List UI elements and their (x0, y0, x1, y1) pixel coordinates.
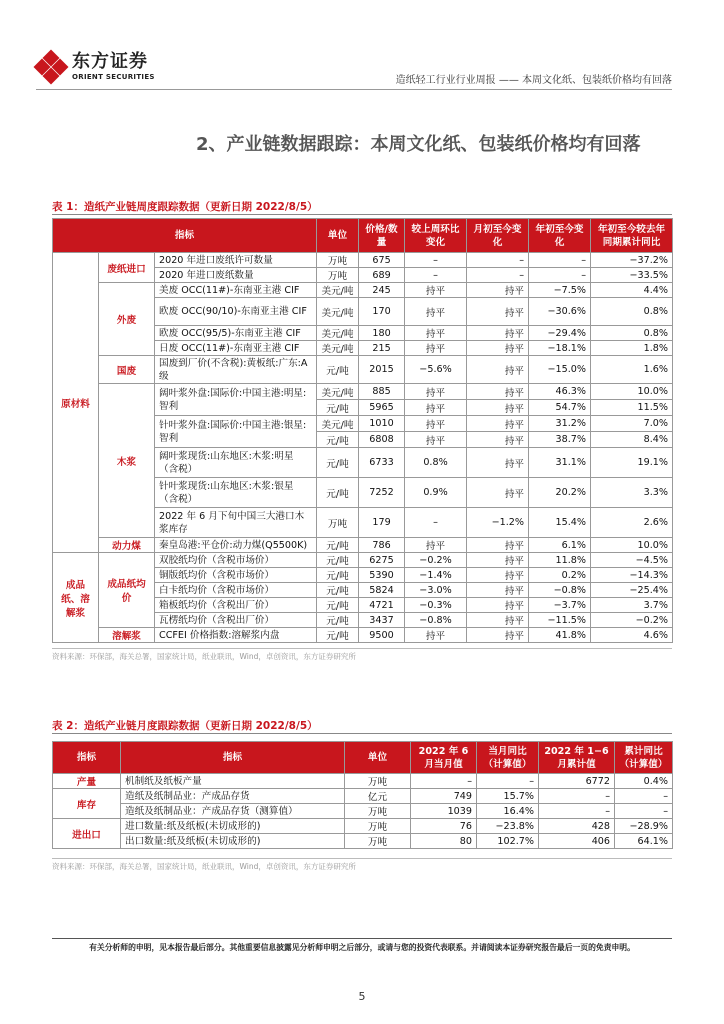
cell-month-value: 76 (411, 819, 477, 834)
row-label: 阔叶浆外盘:国际价:中国主港:明星:智利 (155, 384, 317, 416)
cell-wow: 0.9% (405, 478, 467, 508)
table-row (53, 356, 673, 384)
table-row (53, 628, 673, 643)
header-mtd: 月初至今变化 (467, 219, 529, 253)
cell-mtd: – (467, 253, 529, 268)
group-dissolving-pulp: 溶解浆 (99, 628, 155, 643)
table2-source-divider (52, 858, 672, 859)
cell-unit: 元/吨 (317, 553, 359, 568)
header-month-value: 2022 年 6 月当月值 (411, 742, 477, 774)
cell-wow: – (405, 268, 467, 283)
logo-mark-icon (36, 52, 66, 82)
cell-wow: – (405, 253, 467, 268)
cell-ytd-yoy: 2.6% (591, 508, 673, 538)
cell-ytd: −7.5% (529, 283, 591, 298)
cell-mtd: 持平 (467, 628, 529, 643)
row-label: 瓦楞纸均价（含税出厂价） (155, 613, 317, 628)
table2-caption: 表 2：造纸产业链月度跟踪数据（更新日期 2022/8/5） (52, 720, 318, 732)
cell-ytd-yoy: −4.5% (591, 553, 673, 568)
cell-value: 885 (359, 384, 405, 400)
cell-unit: 元/吨 (317, 356, 359, 384)
cell-month-value: 749 (411, 789, 477, 804)
header-category: 指标 (53, 742, 121, 774)
cell-value: 6808 (359, 432, 405, 448)
cell-wow: 持平 (405, 341, 467, 356)
cell-ytd: −11.5% (529, 613, 591, 628)
group-domestic-waste: 国废 (99, 356, 155, 384)
cell-ytd: 31.1% (529, 448, 591, 478)
cell-mtd: 持平 (467, 283, 529, 298)
cell-ytd-yoy: 19.1% (591, 448, 673, 478)
header-divider (36, 89, 672, 90)
cell-value: 6733 (359, 448, 405, 478)
row-label: 日废 OCC(11#)-东南亚主港 CIF (155, 341, 317, 356)
header-ytd-yoy: 年初至今较去年同期累计同比 (591, 219, 673, 253)
row-label: 出口数量:纸及纸板(未切成形的) (121, 834, 345, 849)
cell-ytd: – (529, 268, 591, 283)
row-label: CCFEI 价格指数:溶解浆内盘 (155, 628, 317, 643)
cell-wow: −5.6% (405, 356, 467, 384)
cell-cumulative-value: 6772 (539, 774, 615, 789)
cell-ytd-yoy: 4.6% (591, 628, 673, 643)
cell-value: 786 (359, 538, 405, 553)
cell-mtd: 持平 (467, 298, 529, 326)
cell-cumulative-value: – (539, 789, 615, 804)
cell-wow: 持平 (405, 283, 467, 298)
row-label: 欧废 OCC(90/10)-东南亚主港 CIF (155, 298, 317, 326)
row-label: 2022 年 6 月下旬中国三大港口木浆库存 (155, 508, 317, 538)
table1-caption: 表 1：造纸产业链周度跟踪数据（更新日期 2022/8/5） (52, 201, 318, 213)
header-wow: 较上周环比变化 (405, 219, 467, 253)
cell-value: 170 (359, 298, 405, 326)
cell-ytd: −15.0% (529, 356, 591, 384)
table-header-row (53, 219, 673, 253)
row-label: 阔叶浆现货:山东地区:木浆:明星（含税） (155, 448, 317, 478)
cell-unit: 万吨 (345, 804, 411, 819)
group-wood-pulp: 木浆 (99, 384, 155, 538)
table-row (53, 834, 673, 849)
cell-ytd: −18.1% (529, 341, 591, 356)
cell-value: 215 (359, 341, 405, 356)
table2-caption-divider (52, 733, 672, 734)
cell-unit: 万吨 (317, 268, 359, 283)
row-label: 美废 OCC(11#)-东南亚主港 CIF (155, 283, 317, 298)
header-unit: 单位 (317, 219, 359, 253)
cell-wow: −0.2% (405, 553, 467, 568)
cell-ytd: 15.4% (529, 508, 591, 538)
cell-ytd: −3.7% (529, 598, 591, 613)
cell-unit: 亿元 (345, 789, 411, 804)
logo-name-cn: 东方证券 (72, 51, 148, 72)
cell-unit: 万吨 (345, 819, 411, 834)
cell-cumulative-value: 428 (539, 819, 615, 834)
group-finished-paper: 成品纸、溶解浆 (53, 553, 99, 643)
cell-ytd: −0.8% (529, 583, 591, 598)
cell-mtd: 持平 (467, 341, 529, 356)
header-ytd: 年初至今变化 (529, 219, 591, 253)
cell-value: 675 (359, 253, 405, 268)
header-indicator: 指标 (121, 742, 345, 774)
table-row (53, 283, 673, 298)
cell-value: 5824 (359, 583, 405, 598)
cell-ytd: 0.2% (529, 568, 591, 583)
cell-ytd: 41.8% (529, 628, 591, 643)
cell-mtd: 持平 (467, 613, 529, 628)
cell-mtd: 持平 (467, 478, 529, 508)
cell-month-yoy: 16.4% (477, 804, 539, 819)
cell-mtd: 持平 (467, 384, 529, 400)
cell-wow: 持平 (405, 384, 467, 400)
cell-ytd-yoy: 0.8% (591, 298, 673, 326)
cell-month-yoy: 15.7% (477, 789, 539, 804)
row-label: 秦皇岛港:平仓价:动力煤(Q5500K) (155, 538, 317, 553)
cell-value: 245 (359, 283, 405, 298)
cell-mtd: −1.2% (467, 508, 529, 538)
cell-wow: −0.8% (405, 613, 467, 628)
cell-month-yoy: 102.7% (477, 834, 539, 849)
cell-ytd-yoy: −25.4% (591, 583, 673, 598)
row-label: 机制纸及纸板产量 (121, 774, 345, 789)
cell-cumulative-yoy: 64.1% (615, 834, 673, 849)
table1-source-divider (52, 648, 672, 649)
cell-value: 4721 (359, 598, 405, 613)
cell-unit: 美元/吨 (317, 416, 359, 432)
group-output: 产量 (53, 774, 121, 789)
cell-value: 179 (359, 508, 405, 538)
cell-wow: 持平 (405, 416, 467, 432)
cell-mtd: 持平 (467, 568, 529, 583)
cell-ytd-yoy: 10.0% (591, 538, 673, 553)
cell-wow: 持平 (405, 628, 467, 643)
cell-unit: 元/吨 (317, 448, 359, 478)
cell-cumulative-yoy: −28.9% (615, 819, 673, 834)
cell-unit: 美元/吨 (317, 384, 359, 400)
cell-value: 6275 (359, 553, 405, 568)
cell-unit: 万吨 (345, 834, 411, 849)
cell-ytd-yoy: 3.7% (591, 598, 673, 613)
cell-ytd: 54.7% (529, 400, 591, 416)
header-cumulative-value: 2022 年 1−6 月累计值 (539, 742, 615, 774)
cell-mtd: 持平 (467, 553, 529, 568)
cell-value: 9500 (359, 628, 405, 643)
cell-unit: 万吨 (317, 508, 359, 538)
cell-ytd-yoy: −37.2% (591, 253, 673, 268)
cell-unit: 元/吨 (317, 432, 359, 448)
cell-ytd-yoy: 1.6% (591, 356, 673, 384)
cell-month-value: 80 (411, 834, 477, 849)
cell-ytd: −29.4% (529, 326, 591, 341)
header-indicator: 指标 (53, 219, 317, 253)
cell-cumulative-yoy: – (615, 789, 673, 804)
table-header-row (53, 742, 673, 774)
table-row (53, 384, 673, 400)
cell-mtd: 持平 (467, 356, 529, 384)
cell-unit: 美元/吨 (317, 326, 359, 341)
row-label: 针叶浆外盘:国际价:中国主港:银星:智利 (155, 416, 317, 448)
cell-value: 1010 (359, 416, 405, 432)
cell-value: 5390 (359, 568, 405, 583)
monthly-tracking-table (52, 741, 673, 849)
row-label: 造纸及纸制品业：产成品存货 (121, 789, 345, 804)
header-cumulative-yoy: 累计同比（计算值） (615, 742, 673, 774)
cell-ytd-yoy: 0.8% (591, 326, 673, 341)
group-paper-price: 成品纸均价 (99, 553, 155, 628)
cell-unit: 元/吨 (317, 400, 359, 416)
table1-source: 资料来源：环保部，海关总署，国家统计局，纸业联讯，Wind，卓创资讯，东方证券研究所 (52, 652, 356, 661)
header-unit: 单位 (345, 742, 411, 774)
cell-unit: 元/吨 (317, 598, 359, 613)
row-label: 欧废 OCC(95/5)-东南亚主港 CIF (155, 326, 317, 341)
header-month-yoy: 当月同比（计算值） (477, 742, 539, 774)
table-row (53, 553, 673, 568)
cell-month-value: 1039 (411, 804, 477, 819)
cell-unit: 元/吨 (317, 568, 359, 583)
cell-unit: 美元/吨 (317, 341, 359, 356)
cell-ytd-yoy: 10.0% (591, 384, 673, 400)
table-row (53, 804, 673, 819)
page-number: 5 (358, 990, 366, 1003)
cell-ytd-yoy: 4.4% (591, 283, 673, 298)
cell-mtd: 持平 (467, 583, 529, 598)
report-title: 造纸轻工行业行业周报 —— 本周文化纸、包装纸价格均有回落 (395, 75, 672, 86)
table1-caption-divider (52, 214, 672, 215)
row-label: 2020 年进口废纸许可数量 (155, 253, 317, 268)
cell-wow: −0.3% (405, 598, 467, 613)
cell-wow: 持平 (405, 400, 467, 416)
cell-value: 7252 (359, 478, 405, 508)
cell-mtd: 持平 (467, 538, 529, 553)
cell-unit: 万吨 (345, 774, 411, 789)
cell-mtd: – (467, 268, 529, 283)
cell-mtd: 持平 (467, 448, 529, 478)
table-row (53, 538, 673, 553)
cell-cumulative-yoy: – (615, 804, 673, 819)
cell-wow: 持平 (405, 326, 467, 341)
row-label: 针叶浆现货:山东地区:木浆:银星（含税） (155, 478, 317, 508)
cell-ytd: – (529, 253, 591, 268)
row-label: 双胶纸均价（含税市场价） (155, 553, 317, 568)
header-value: 价格/数量 (359, 219, 405, 253)
row-label: 2020 年进口废纸数量 (155, 268, 317, 283)
cell-value: 3437 (359, 613, 405, 628)
cell-unit: 美元/吨 (317, 298, 359, 326)
footer-divider (52, 938, 672, 939)
table-row (53, 774, 673, 789)
cell-mtd: 持平 (467, 326, 529, 341)
cell-unit: 美元/吨 (317, 283, 359, 298)
row-label: 进口数量:纸及纸板(未切成形的) (121, 819, 345, 834)
cell-month-value: – (411, 774, 477, 789)
cell-wow: −3.0% (405, 583, 467, 598)
cell-unit: 元/吨 (317, 538, 359, 553)
cell-ytd: 38.7% (529, 432, 591, 448)
cell-cumulative-yoy: 0.4% (615, 774, 673, 789)
cell-mtd: 持平 (467, 416, 529, 432)
cell-mtd: 持平 (467, 598, 529, 613)
cell-value: 2015 (359, 356, 405, 384)
cell-mtd: 持平 (467, 432, 529, 448)
cell-value: 689 (359, 268, 405, 283)
group-coal: 动力煤 (99, 538, 155, 553)
cell-ytd: 46.3% (529, 384, 591, 400)
cell-mtd: 持平 (467, 400, 529, 416)
cell-unit: 元/吨 (317, 628, 359, 643)
cell-wow: 持平 (405, 432, 467, 448)
row-label: 国废到厂价(不含税):黄板纸:广东:A级 (155, 356, 317, 384)
group-import-export: 进出口 (53, 819, 121, 849)
cell-ytd: −30.6% (529, 298, 591, 326)
cell-ytd-yoy: 11.5% (591, 400, 673, 416)
cell-ytd-yoy: 1.8% (591, 341, 673, 356)
table2-source: 资料来源：环保部，海关总署，国家统计局，纸业联讯，Wind，卓创资讯，东方证券研究所 (52, 862, 356, 871)
group-raw-materials: 原材料 (53, 253, 99, 553)
company-logo (36, 52, 155, 82)
cell-ytd: 6.1% (529, 538, 591, 553)
group-waste-import: 废纸进口 (99, 253, 155, 283)
row-label: 铜版纸均价（含税市场价） (155, 568, 317, 583)
cell-wow: 持平 (405, 298, 467, 326)
cell-wow: −1.4% (405, 568, 467, 583)
row-label: 造纸及纸制品业：产成品存货（测算值） (121, 804, 345, 819)
group-inventory: 库存 (53, 789, 121, 819)
cell-ytd: 31.2% (529, 416, 591, 432)
row-label: 箱板纸均价（含税出厂价） (155, 598, 317, 613)
cell-ytd-yoy: 8.4% (591, 432, 673, 448)
table-row (53, 253, 673, 268)
cell-ytd-yoy: 7.0% (591, 416, 673, 432)
group-foreign-waste: 外废 (99, 283, 155, 356)
logo-name-en: ORIENT SECURITIES (72, 73, 155, 81)
cell-ytd-yoy: 3.3% (591, 478, 673, 508)
row-label: 白卡纸均价（含税市场价） (155, 583, 317, 598)
cell-wow: – (405, 508, 467, 538)
cell-ytd-yoy: −0.2% (591, 613, 673, 628)
cell-wow: 0.8% (405, 448, 467, 478)
cell-value: 5965 (359, 400, 405, 416)
disclaimer-text: 有关分析师的申明，见本报告最后部分。其他重要信息披露见分析师申明之后部分，或请与您的投资代表联系。并请阅读本证券研究报告最后一页的免责申明。 (89, 943, 635, 952)
cell-cumulative-value: – (539, 804, 615, 819)
weekly-tracking-table (52, 218, 673, 643)
cell-month-yoy: – (477, 774, 539, 789)
cell-ytd: 11.8% (529, 553, 591, 568)
section-title: 2、产业链数据跟踪：本周文化纸、包装纸价格均有回落 (196, 134, 641, 155)
cell-unit: 元/吨 (317, 478, 359, 508)
cell-month-yoy: −23.8% (477, 819, 539, 834)
table-row (53, 819, 673, 834)
cell-ytd: 20.2% (529, 478, 591, 508)
cell-cumulative-value: 406 (539, 834, 615, 849)
cell-unit: 元/吨 (317, 613, 359, 628)
cell-wow: 持平 (405, 538, 467, 553)
cell-ytd-yoy: −33.5% (591, 268, 673, 283)
table-row (53, 789, 673, 804)
cell-value: 180 (359, 326, 405, 341)
cell-unit: 万吨 (317, 253, 359, 268)
cell-unit: 元/吨 (317, 583, 359, 598)
cell-ytd-yoy: −14.3% (591, 568, 673, 583)
